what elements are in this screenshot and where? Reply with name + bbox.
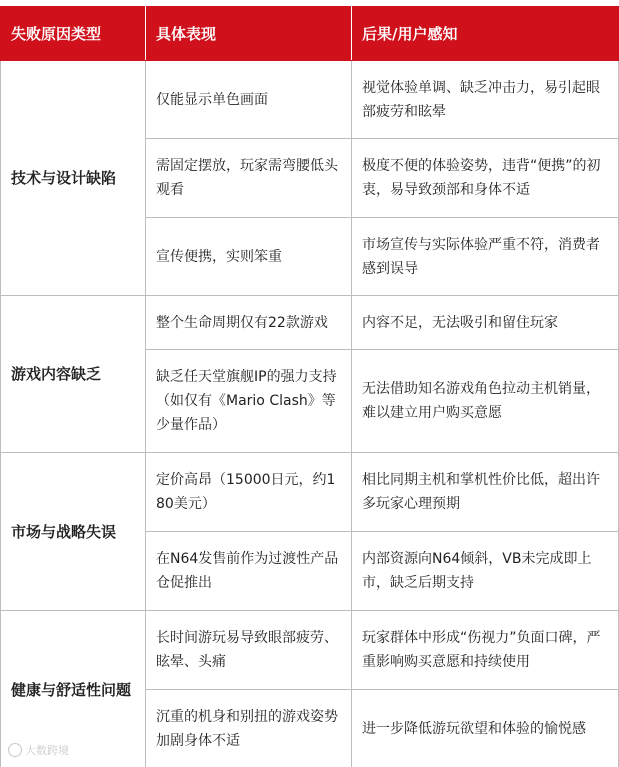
table-row	[1, 296, 619, 350]
table-row	[1, 453, 619, 532]
table-row	[1, 61, 619, 139]
detail-cell: 长时间游玩易导致眼部疲劳、眩晕、头痛	[146, 611, 352, 690]
consequence-cell: 市场宣传与实际体验严重不符，消费者感到误导	[352, 218, 619, 296]
table-row	[1, 611, 619, 690]
detail-cell: 在N64发售前作为过渡性产品仓促推出	[146, 532, 352, 611]
logo-icon	[8, 743, 22, 757]
consequence-cell: 相比同期主机和掌机性价比低，超出许多玩家心理预期	[352, 453, 619, 532]
consequence-cell: 进一步降低游玩欲望和体验的愉悦感	[352, 690, 619, 767]
consequence-cell: 内容不足，无法吸引和留住玩家	[352, 296, 619, 350]
consequence-cell: 玩家群体中形成“伤视力”负面口碑，严重影响购买意愿和持续使用	[352, 611, 619, 690]
category-cell: 健康与舒适性问题	[1, 611, 146, 767]
consequence-cell: 极度不便的体验姿势，违背“便携”的初衷，易导致颈部和身体不适	[352, 139, 619, 218]
watermark	[8, 742, 69, 758]
category-cell: 技术与设计缺陷	[1, 61, 146, 296]
detail-cell: 定价高昂（15000日元，约180美元）	[146, 453, 352, 532]
detail-cell: 缺乏任天堂旗舰IP的强力支持（如仅有《Mario Clash》等少量作品）	[146, 350, 352, 453]
category-cell: 市场与战略失误	[1, 453, 146, 611]
consequence-cell: 内部资源向N64倾斜，VB未完成即上市，缺乏后期支持	[352, 532, 619, 611]
table-header-row	[1, 7, 619, 61]
detail-cell: 需固定摆放，玩家需弯腰低头观看	[146, 139, 352, 218]
consequence-cell: 视觉体验单调、缺乏冲击力，易引起眼部疲劳和眩晕	[352, 61, 619, 139]
category-cell: 游戏内容缺乏	[1, 296, 146, 453]
header-failure-type: 失败原因类型	[1, 7, 146, 61]
detail-cell: 仅能显示单色画面	[146, 61, 352, 139]
failure-analysis-table	[0, 6, 619, 767]
detail-cell: 整个生命周期仅有22款游戏	[146, 296, 352, 350]
detail-cell: 宣传便携，实则笨重	[146, 218, 352, 296]
header-manifestation: 具体表现	[146, 7, 352, 61]
consequence-cell: 无法借助知名游戏角色拉动主机销量，难以建立用户购买意愿	[352, 350, 619, 453]
detail-cell: 沉重的机身和别扭的游戏姿势加剧身体不适	[146, 690, 352, 767]
header-consequence: 后果/用户感知	[352, 7, 619, 61]
watermark-text: 大数跨境	[25, 744, 69, 757]
